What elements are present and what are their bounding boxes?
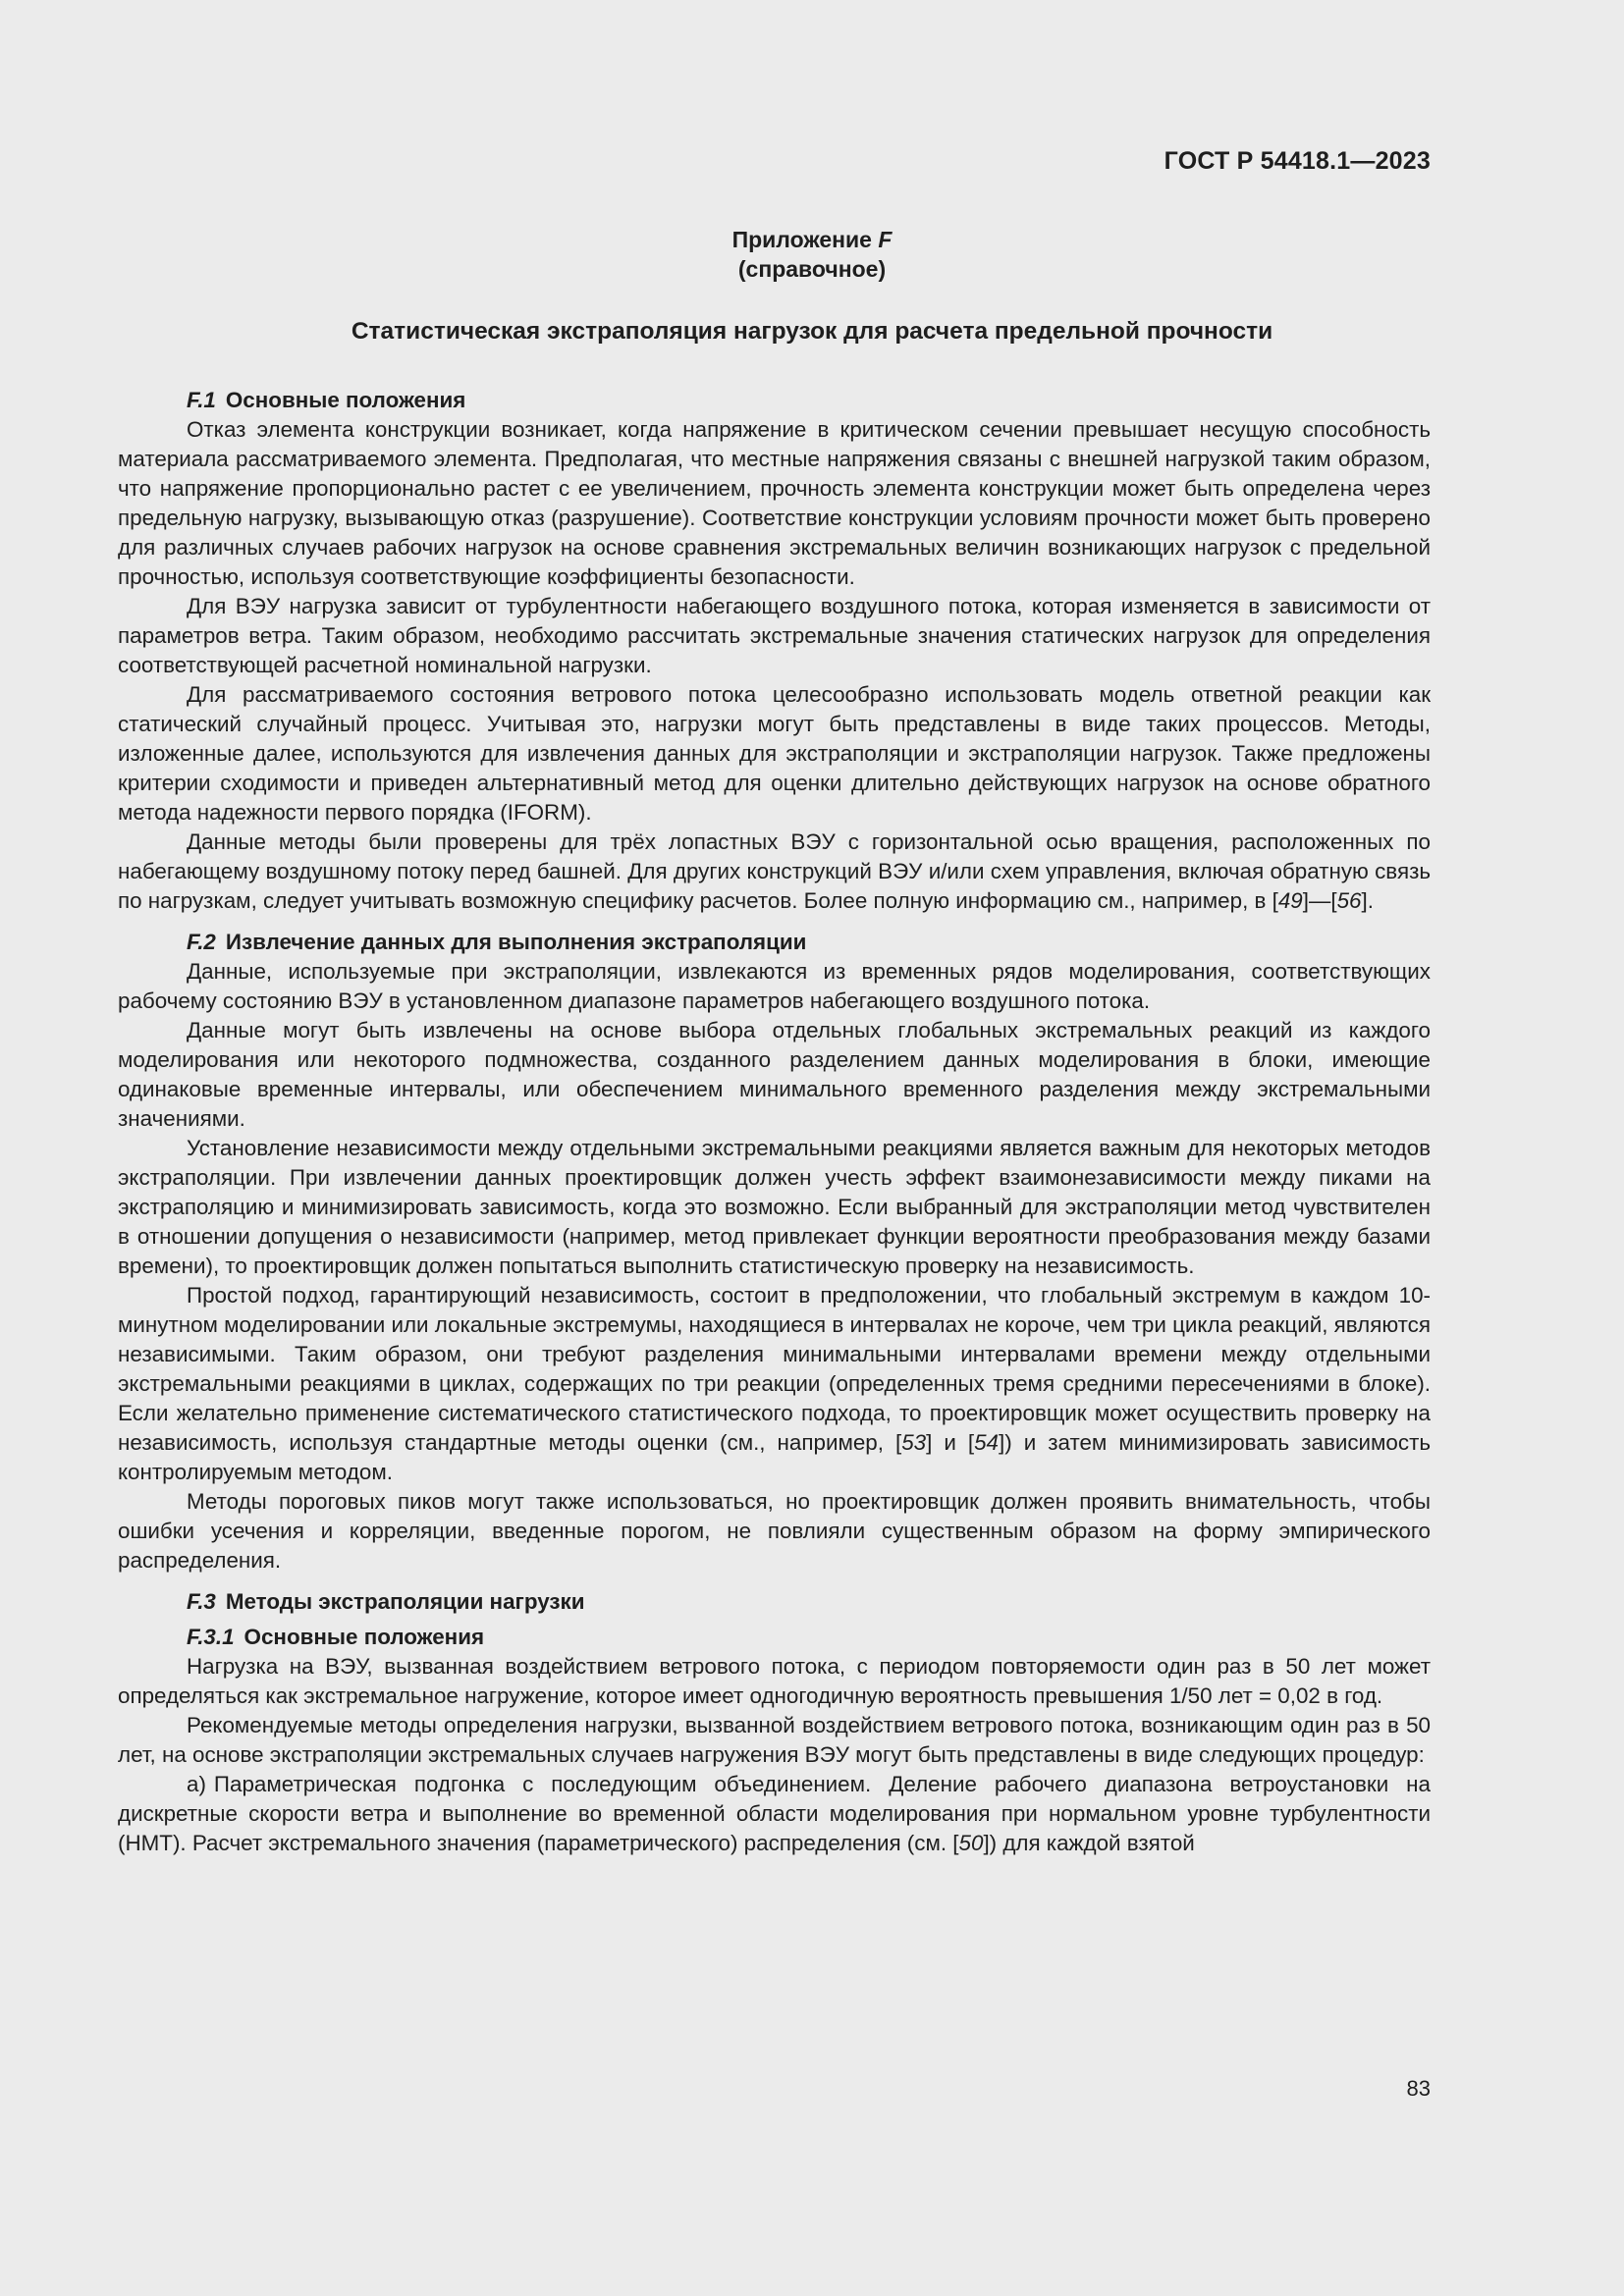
paragraph: Нагрузка на ВЭУ, вызванная воздействием ветрового потока, с периодом повторяемости один раз в 50 лет может определяться как экстремальное нагружение, которое имеет одногодичную вероятность превышения 1/50 лет = 0,02 в год. (118, 1654, 1431, 1708)
paragraph: Данные могут быть извлечены на основе выбора отдельных глобальных экстремальных реакций из каждого моделирования или некоторого подмножества, созданного разделением данных моделирования в блоки, имеющие одинаковые временные интервалы, или обеспечением минимального временного разделения между экстремальными значениями. (118, 1018, 1431, 1131)
paragraph: Данные, используемые при экстраполяции, извлекаются из временных рядов моделирования, соответствующих рабочему состоянию ВЭУ в установленном диапазоне параметров набегающего воздушного потока. (118, 959, 1431, 1013)
paragraph-text: Параметрическая подгонка с последующим объединением. Деление рабочего диапазона ветроустановки на дискретные скорости ветра и выполнение во временной области моделирования при нормальном уровне турбулентности (НМТ). Расчет экстремального значения (параметрического) распределения (см. [ (118, 1772, 1431, 1855)
paragraph-text: ] и [ (926, 1430, 975, 1455)
paragraph (118, 828, 1431, 916)
paragraph-text: ]) для каждой взятой (983, 1831, 1195, 1855)
paragraph-text: Простой подход, гарантирующий независимость, состоит в предположении, что глобальный экстремум в каждом 10-минутном моделировании или локальные экстремумы, находящиеся в интервалах не короче, чем три цикла реакций, являются независимыми. Таким образом, они требуют разделения минимальными интервалами времени между отдельными экстремальными реакциями в циклах, содержащих по три реакции (определенных тремя средними пересечениями в блоке). Если желательно применение систематического статистического подхода, то проектировщик может осуществить проверку на независимость, используя стандартные методы оценки (см., например, [ (118, 1283, 1431, 1455)
appendix-letter: F (878, 227, 893, 252)
subsection-heading-f31 (118, 1623, 1431, 1652)
citation-ref: 50 (958, 1831, 984, 1855)
section-title: Основные положения (225, 388, 466, 412)
citation-ref: 56 (1336, 888, 1362, 913)
citation-ref: 49 (1277, 888, 1303, 913)
paragraph: Отказ элемента конструкции возникает, когда напряжение в критическом сечении превышает несущую способность материала рассматриваемого элемента. Предполагая, что местные напряжения связаны с внешней нагрузкой таким образом, что напряжение пропорционально растет с ее увеличением, прочность элемента конструкции может быть определена через предельную нагрузку, вызывающую отказ (разрушение). Соответствие конструкции условиям прочности может быть проверено для различных случаев рабочих нагрузок на основе сравнения экстремальных величин возникающих нагрузок с предельной прочностью, используя соответствующие коэффициенты безопасности. (118, 417, 1431, 589)
list-label: а) (187, 1772, 206, 1796)
paragraph: Для рассматриваемого состояния ветрового потока целесообразно использовать модель ответной реакции как статический случайный процесс. Учитывая это, нагрузки могут быть представлены в виде таких процессов. Методы, изложенные далее, используются для извлечения данных для экстраполяции и экстраполяции нагрузок. Также предложены критерии сходимости и приведен альтернативный метод для оценки длительно действующих нагрузок на основе обратного метода надежности первого порядка (IFORM). (118, 682, 1431, 825)
paragraph-text: ]—[ (1302, 888, 1337, 913)
section-title: Методы экстраполяции нагрузки (225, 1589, 585, 1614)
section-heading-f1 (118, 386, 1431, 415)
section-number: F.3.1 (187, 1625, 235, 1649)
paragraph: Установление независимости между отдельными экстремальными реакциями является важным для некоторых методов экстраполяции. При извлечении данных проектировщик должен учесть эффект взаимонезависимости между пиками на экстраполяцию и минимизировать зависимость, когда это возможно. Если выбранный для экстраполяции метод чувствителен в отношении допущения о независимости (например, метод привлекает функции вероятности преобразования между базами времени), то проектировщик должен попытаться выполнить статистическую проверку на независимость. (118, 1136, 1431, 1278)
appendix-type: (справочное) (737, 256, 887, 282)
body-text (118, 386, 1431, 1858)
paragraph: Рекомендуемые методы определения нагрузки, вызванной воздействием ветрового потока, возникающим один раз в 50 лет, на основе экстраполяции экстремальных случаев нагружения ВЭУ могут быть представлены в виде следующих процедур: (118, 1713, 1431, 1767)
paragraph: Методы пороговых пиков могут также использоваться, но проектировщик должен проявить внимательность, чтобы ошибки усечения и корреляции, введенные порогом, не повлияли существенным образом на форму эмпирического распределения. (118, 1489, 1431, 1573)
section-number: F.2 (187, 930, 216, 954)
list-item (118, 1770, 1431, 1858)
section-title: Извлечение данных для выполнения экстраполяции (225, 930, 807, 954)
paragraph-text: Данные методы были проверены для трёх лопастных ВЭУ с горизонтальной осью вращения, расположенных по набегающему воздушному потоку перед башней. Для других конструкций ВЭУ и/или схем управления, включая обратную связь по нагрузкам, следует учитывать возможную специфику расчетов. Более полную информацию см., например, в [ (118, 829, 1431, 913)
section-heading-f2 (118, 928, 1431, 957)
citation-ref: 54 (974, 1430, 1000, 1455)
paragraph (118, 1281, 1431, 1487)
page-header: ГОСТ Р 54418.1—2023 (1164, 147, 1431, 175)
page-number: 83 (1406, 2076, 1431, 2101)
appendix-heading (0, 225, 1624, 284)
paragraph-text: ]) и затем минимизировать зависимость контролируемым методом. (118, 1430, 1432, 1484)
section-title: Основные положения (244, 1625, 485, 1649)
citation-ref: 53 (901, 1430, 927, 1455)
section-number: F.1 (187, 388, 216, 412)
document-title: Статистическая экстраполяция нагрузок для расчета предельной прочности (351, 318, 1273, 345)
paragraph-text: ]. (1361, 888, 1374, 913)
paragraph: Для ВЭУ нагрузка зависит от турбулентности набегающего воздушного потока, которая изменяется в зависимости от параметров ветра. Таким образом, необходимо рассчитать экстремальные значения статических нагрузок для определения соответствующей расчетной номинальной нагрузки. (118, 594, 1431, 677)
appendix-prefix: Приложение (731, 227, 879, 252)
section-heading-f3 (118, 1587, 1431, 1617)
appendix-label (0, 225, 1624, 254)
section-number: F.3 (187, 1589, 216, 1614)
